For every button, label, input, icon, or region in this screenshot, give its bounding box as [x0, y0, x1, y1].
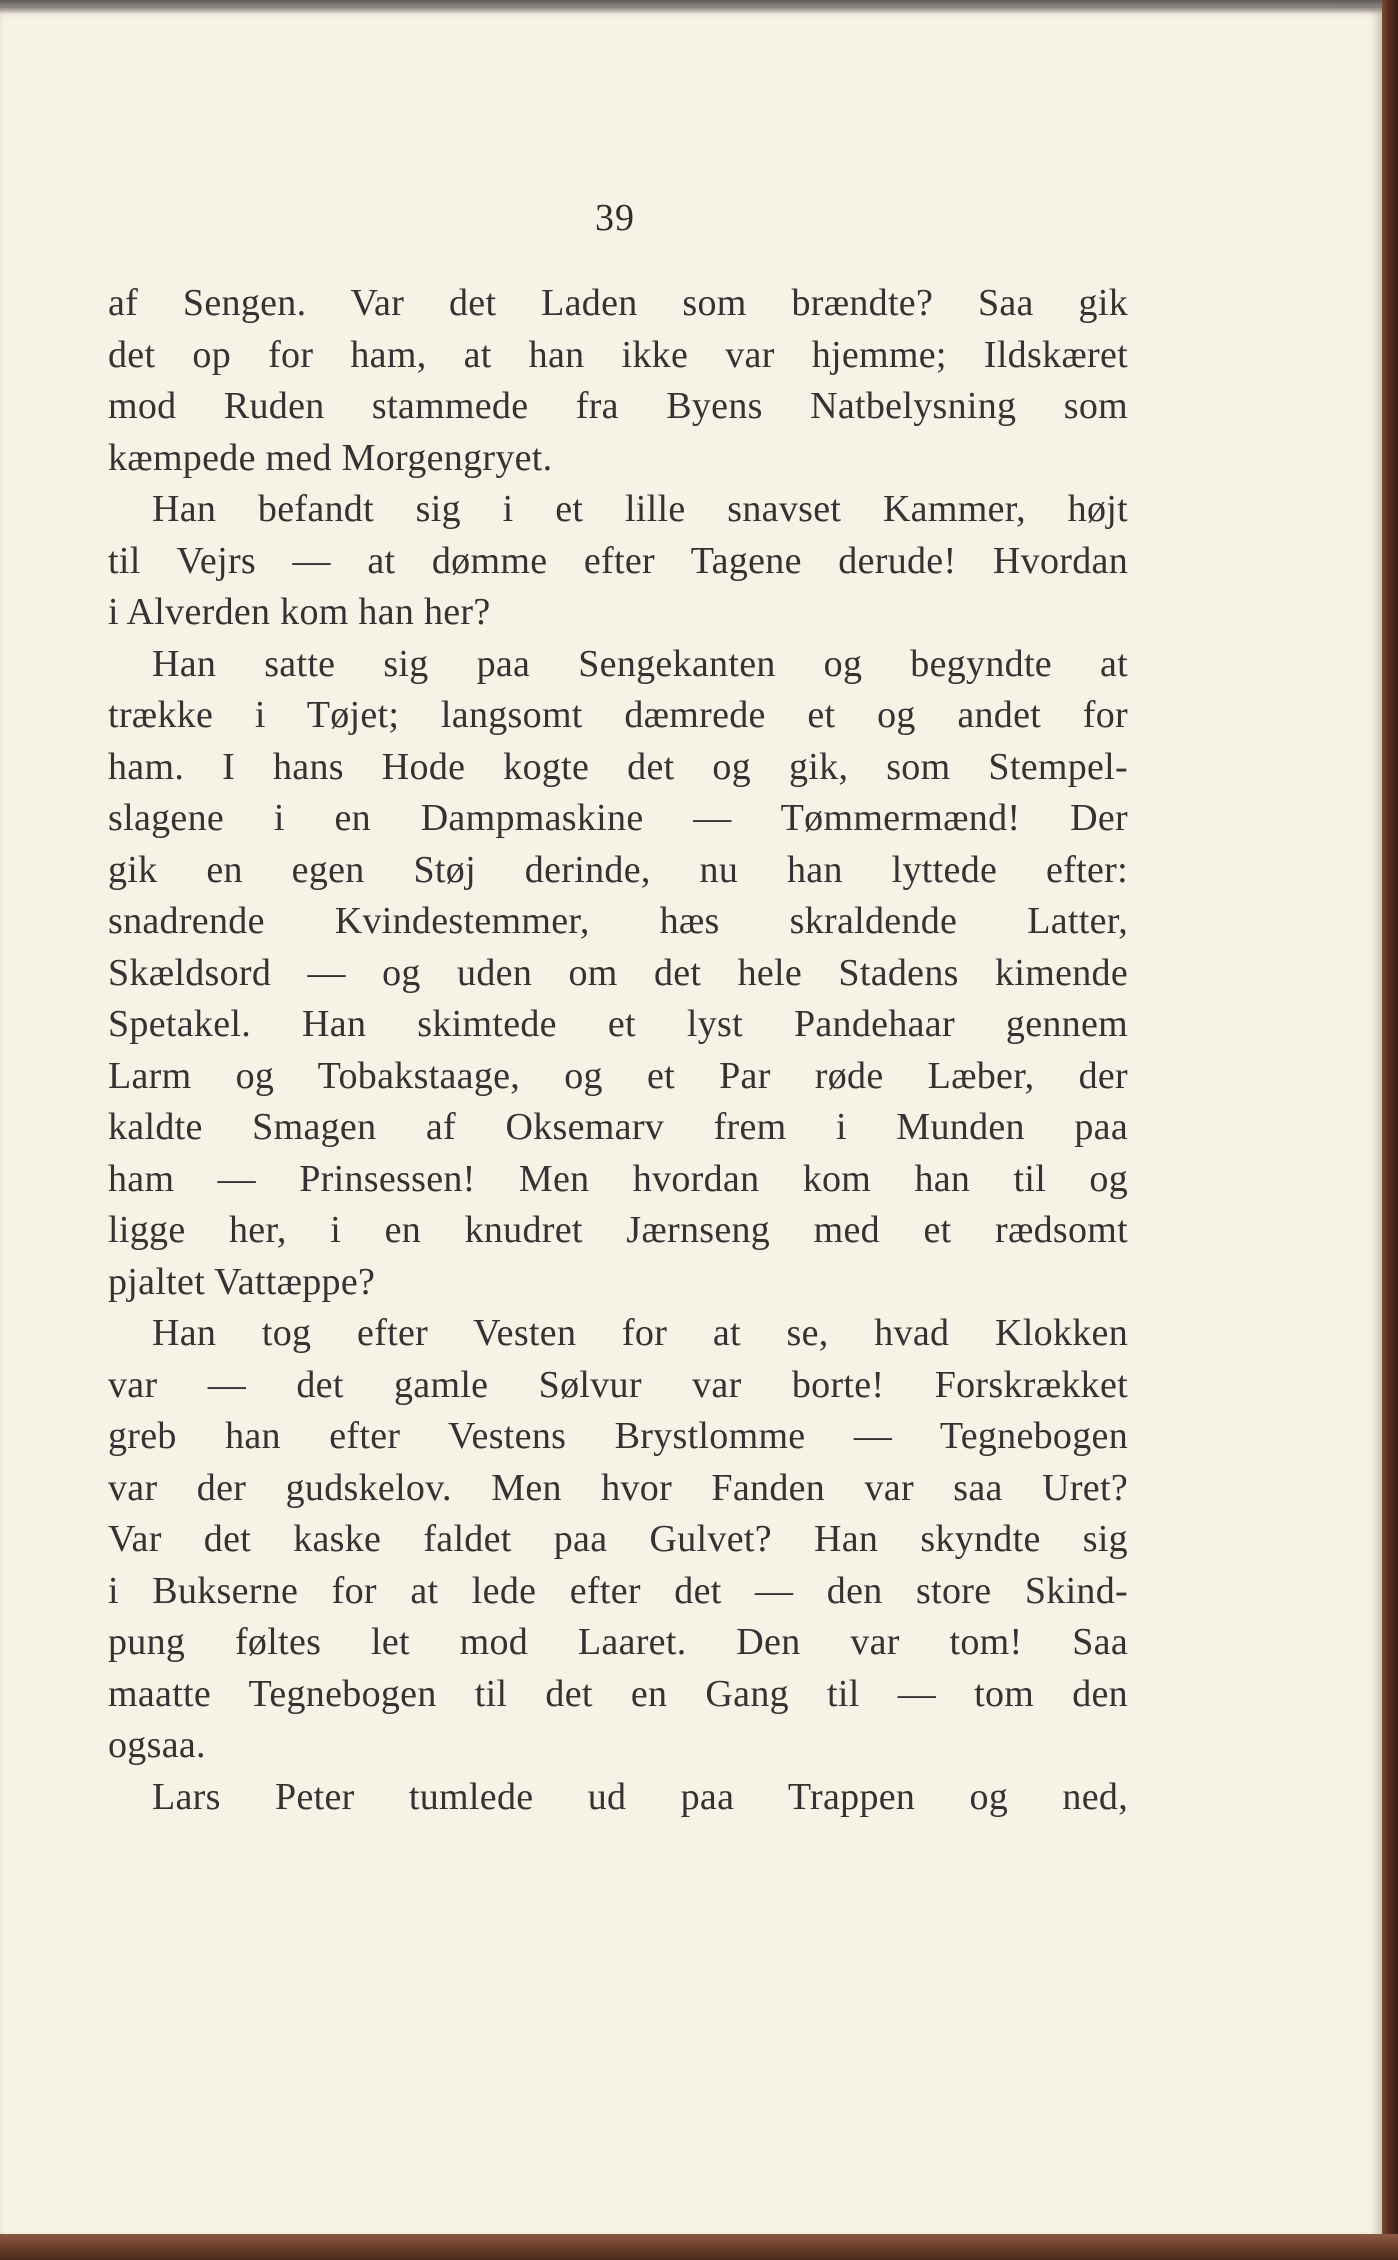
text-line: slagene i en Dampmaskine — Tømmermænd! Der: [108, 797, 1128, 839]
text-line: ham. I hans Hode kogte det og gik, som Stempel-: [108, 745, 1128, 788]
text-line: greb han efter Vestens Brystlomme — Tegnebogen: [108, 1415, 1128, 1457]
text-line: kaldte Smagen af Oksemarv frem i Munden paa: [108, 1106, 1128, 1148]
page-number: 39: [595, 197, 635, 239]
text-line: Spetakel. Han skimtede et lyst Pandehaar gennem: [108, 1003, 1128, 1045]
text-line: i Bukserne for at lede efter det — den store Skind-: [108, 1569, 1128, 1612]
text-line: trække i Tøjet; langsomt dæmrede et og andet for: [108, 694, 1128, 736]
text-line: i Alverden kom han her?: [108, 591, 491, 633]
text-line: kæmpede med Morgengryet.: [108, 436, 553, 479]
text-line: var — det gamle Sølvur var borte! Forskrækket: [108, 1363, 1128, 1406]
text-line: Lars Peter tumlede ud paa Trappen og ned,: [152, 1775, 1128, 1818]
text-line: Skældsord — og uden om det hele Stadens kimende: [108, 951, 1128, 994]
text-line: Han satte sig paa Sengekanten og begyndte at: [152, 642, 1128, 685]
body-text: [108, 278, 1128, 1823]
text-line: pung føltes let mod Laaret. Den var tom! Saa: [108, 1621, 1128, 1663]
text-line: Han tog efter Vesten for at se, hvad Klokken: [152, 1312, 1128, 1354]
text-line: Han befandt sig i et lille snavset Kammer, højt: [152, 488, 1128, 530]
text-line: Larm og Tobakstaage, og et Par røde Læber, der: [108, 1054, 1128, 1097]
text-line: pjaltet Vattæppe?: [108, 1260, 376, 1303]
text-line: snadrende Kvindestemmer, hæs skraldende Latter,: [108, 900, 1128, 942]
text-line: det op for ham, at han ikke var hjemme; Ildskæret: [108, 333, 1128, 376]
book-page: [0, 8, 1382, 2238]
top-page-shadow: [0, 0, 1398, 14]
text-line: var der gudskelov. Men hvor Fanden var saa Uret?: [108, 1466, 1128, 1509]
text-line: mod Ruden stammede fra Byens Natbelysning som: [108, 385, 1128, 427]
text-line: ogsaa.: [108, 1724, 206, 1766]
text-line: af Sengen. Var det Laden som brændte? Saa gik: [108, 282, 1128, 324]
text-line: ham — Prinsessen! Men hvordan kom han til og: [108, 1157, 1128, 1200]
text-line: Var det kaske faldet paa Gulvet? Han skyndte sig: [108, 1518, 1128, 1560]
book-cover-edge-right: [1382, 0, 1398, 2260]
text-line: gik en egen Støj derinde, nu han lyttede efter:: [108, 848, 1128, 891]
book-cover-edge-bottom: [0, 2234, 1398, 2260]
text-line: til Vejrs — at dømme efter Tagene derude! Hvordan: [108, 539, 1128, 582]
text-line: maatte Tegnebogen til det en Gang til — tom den: [108, 1672, 1128, 1715]
text-line: ligge her, i en knudret Jærnseng med et rædsomt: [108, 1209, 1128, 1251]
